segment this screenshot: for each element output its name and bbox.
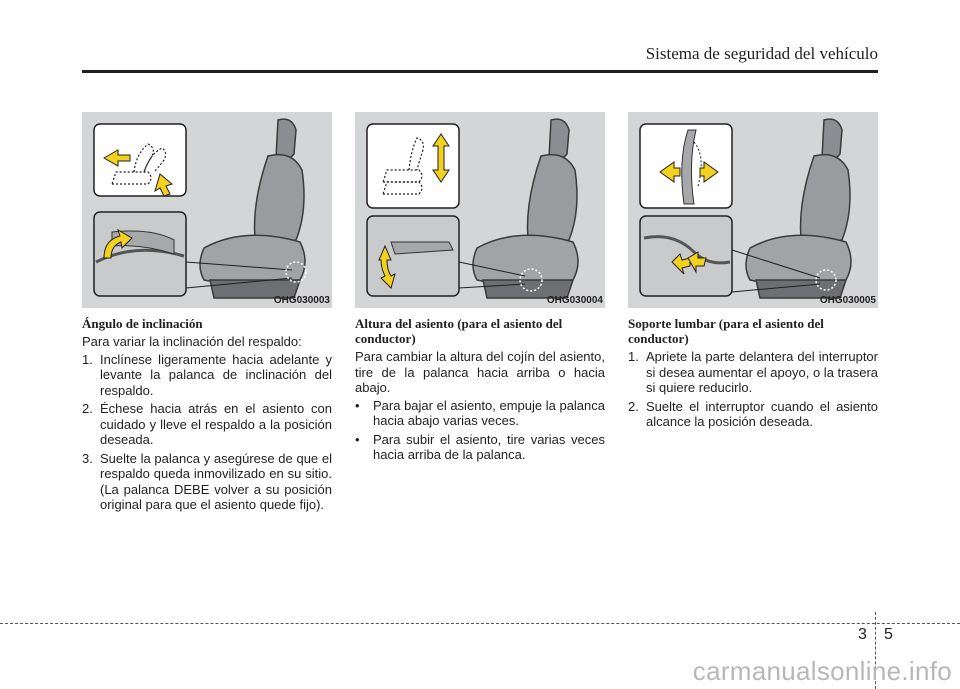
page-number: 5 — [884, 626, 893, 643]
list-text: Échese hacia atrás en el asiento con cuidado y lleve el respaldo a la posición deseada. — [100, 401, 332, 447]
list-item — [628, 349, 878, 396]
list-text: Apriete la parte delantera del interruptor si desea aumentar el apoyo, o la trasera si quiere reducirlo. — [646, 349, 878, 395]
list-marker: 1. — [82, 351, 93, 367]
list-item — [355, 398, 605, 429]
list-marker: • — [355, 431, 360, 447]
inset-height-diagram — [367, 124, 459, 208]
list-marker: 3. — [82, 450, 93, 466]
section-intro: Para cambiar la altura del cojín del asiento, tire de la palanca hacia arriba o hacia abajo. — [355, 349, 605, 395]
lumbar-illustration — [628, 112, 878, 308]
seat-height-illustration — [355, 112, 605, 308]
figure-code: OHG030004 — [546, 295, 603, 306]
list-text: Para subir el asiento, tire varias veces hacia arriba de la palanca. — [373, 431, 605, 462]
column-seat-height — [355, 316, 605, 466]
figure-seat-height — [355, 112, 605, 308]
watermark: carmanualsonline.info — [692, 656, 952, 686]
list-item — [355, 432, 605, 463]
list-item — [628, 399, 878, 430]
seat-illustration — [200, 119, 305, 298]
list-item — [82, 352, 332, 399]
figure-code: OHG030005 — [819, 295, 876, 306]
column-recline — [82, 316, 332, 516]
inset-switch-detail — [640, 216, 732, 296]
section-title: Soporte lumbar (para el asiento del conductor) — [628, 316, 824, 346]
list-marker: 2. — [82, 401, 93, 416]
list-text: Para bajar el asiento, empuje la palanca hacia abajo varias veces. — [373, 397, 605, 428]
list-text: Suelte la palanca y asegúrese de que el respaldo queda inmovilizado en su sitio. (La palanca DEBE volver a su posición original para que el asiento quede fijo). — [100, 450, 332, 512]
figure-recline — [82, 112, 332, 308]
list-marker: 2. — [628, 398, 639, 414]
list-marker: • — [355, 397, 360, 413]
section-intro: Para variar la inclinación del respaldo: — [82, 334, 302, 349]
figure-code: OHG030003 — [273, 295, 330, 306]
header-title: Sistema de seguridad del vehículo — [645, 44, 878, 63]
list-text: Inclínese ligeramente hacia adelante y levante la palanca de inclinación del respaldo. — [100, 351, 332, 398]
list-text: Suelte el interruptor cuando el asiento alcance la posición deseada. — [646, 398, 878, 429]
footer-divider — [0, 623, 960, 624]
list-marker: 1. — [628, 349, 639, 364]
section-title: Altura del asiento (para el asiento del conductor) — [355, 316, 563, 346]
figure-lumbar — [628, 112, 878, 308]
list-item — [82, 401, 332, 448]
list-item — [82, 451, 332, 513]
chapter-number: 3 — [858, 626, 867, 643]
recline-illustration — [82, 112, 332, 308]
column-lumbar — [628, 316, 878, 433]
header-rule — [82, 70, 878, 73]
section-title: Ángulo de inclinación — [82, 316, 203, 331]
